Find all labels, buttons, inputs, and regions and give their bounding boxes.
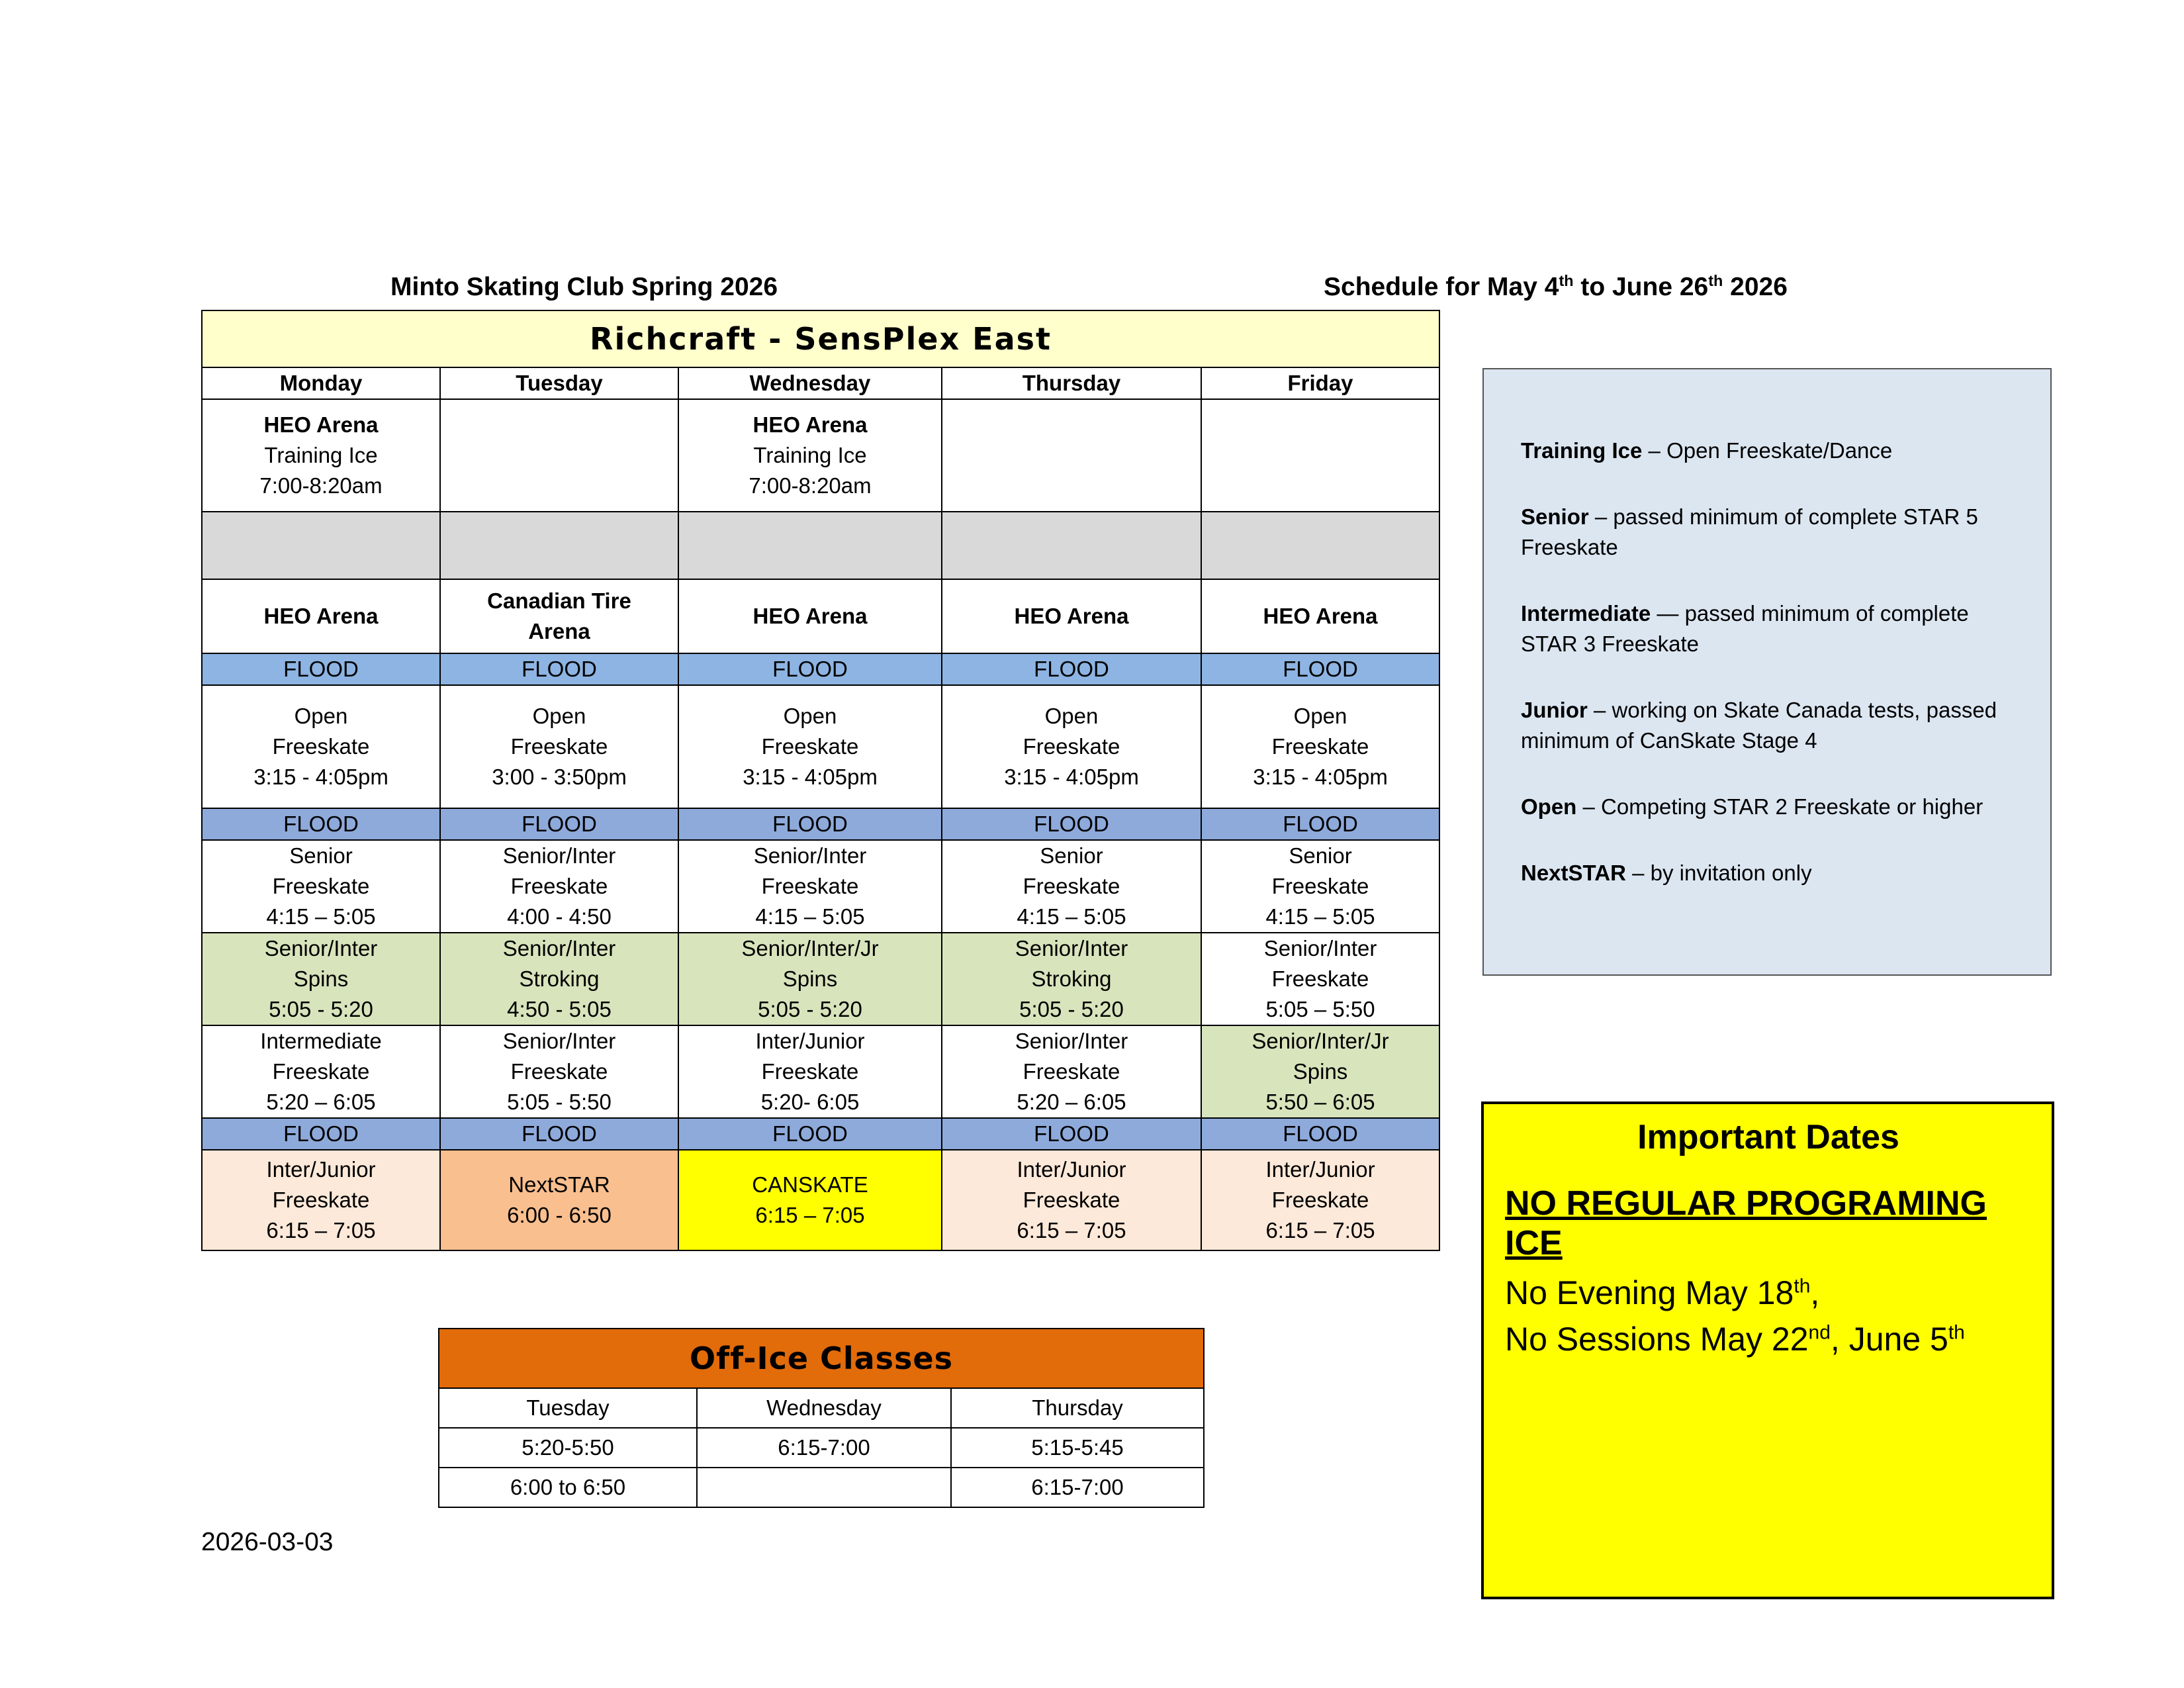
- gap-cell: [1201, 512, 1439, 579]
- open-freeskate-friday: Open Freeskate 3:15 - 4:05pm: [1201, 685, 1439, 808]
- day-header-wednesday: Wednesday: [678, 367, 942, 399]
- spins-session-monday: Senior/Inter Spins 5:05 - 5:20: [202, 933, 440, 1025]
- gap-cell: [678, 512, 942, 579]
- document-date: 2026-03-03: [201, 1528, 334, 1556]
- last-session-friday: Inter/Junior Freeskate 6:15 – 7:05: [1201, 1150, 1439, 1250]
- freeskate-session-friday: Senior/Inter Freeskate 5:05 – 5:50: [1201, 933, 1439, 1025]
- open-freeskate-thursday: Open Freeskate 3:15 - 4:05pm: [942, 685, 1201, 808]
- flood-cell: FLOOD: [202, 653, 440, 685]
- off-ice-time-cell: 6:15-7:00: [697, 1428, 951, 1468]
- gap-cell: [202, 512, 440, 579]
- flood-cell: FLOOD: [678, 1118, 942, 1150]
- senior-session-friday: Senior Freeskate 4:15 – 5:05: [1201, 840, 1439, 933]
- senior-session-tuesday: Senior/Inter Freeskate 4:00 - 4:50: [440, 840, 678, 933]
- stroking-session-tuesday: Senior/Inter Stroking 4:50 - 5:05: [440, 933, 678, 1025]
- important-dates-box: [1481, 1102, 2054, 1599]
- legend-item: Junior – working on Skate Canada tests, passed minimum of CanSkate Stage 4: [1521, 698, 1997, 753]
- level-legend: [1482, 368, 2052, 976]
- day-header-monday: Monday: [202, 367, 440, 399]
- legend-item: Open – Competing STAR 2 Freeskate or higher: [1521, 794, 1983, 819]
- flood-cell: FLOOD: [440, 653, 678, 685]
- off-ice-day-header: Thursday: [951, 1388, 1204, 1428]
- arena-wednesday: HEO Arena: [678, 579, 942, 653]
- inter-session-monday: Intermediate Freeskate 5:20 – 6:05: [202, 1025, 440, 1118]
- flood-cell: FLOOD: [202, 808, 440, 840]
- day-header-tuesday: Tuesday: [440, 367, 678, 399]
- off-ice-time-cell: 6:00 to 6:50: [439, 1468, 697, 1507]
- early-session-friday: [1201, 399, 1439, 512]
- schedule-date-range: Schedule for May 4th to June 26th 2026: [1324, 272, 1788, 301]
- off-ice-title: Off-Ice Classes: [439, 1329, 1204, 1388]
- senior-session-monday: Senior Freeskate 4:15 – 5:05: [202, 840, 440, 933]
- day-header-thursday: Thursday: [942, 367, 1201, 399]
- flood-cell: FLOOD: [1201, 1118, 1439, 1150]
- open-freeskate-wednesday: Open Freeskate 3:15 - 4:05pm: [678, 685, 942, 808]
- important-dates-title: Important Dates: [1637, 1118, 1899, 1156]
- flood-cell: FLOOD: [440, 808, 678, 840]
- arena-monday: HEO Arena: [202, 579, 440, 653]
- flood-cell: FLOOD: [942, 1118, 1201, 1150]
- senior-session-wednesday: Senior/Inter Freeskate 4:15 – 5:05: [678, 840, 942, 933]
- venue-title: Richcraft - SensPlex East: [202, 310, 1439, 367]
- legend-item: Intermediate — passed minimum of complete STAR 3 Freeskate: [1521, 601, 1969, 656]
- off-ice-time-cell: 5:20-5:50: [439, 1428, 697, 1468]
- flood-cell: FLOOD: [678, 653, 942, 685]
- inter-session-wednesday: Inter/Junior Freeskate 5:20- 6:05: [678, 1025, 942, 1118]
- flood-cell: FLOOD: [440, 1118, 678, 1150]
- early-session-tuesday: [440, 399, 678, 512]
- off-ice-day-header: Tuesday: [439, 1388, 697, 1428]
- flood-cell: FLOOD: [942, 808, 1201, 840]
- stroking-session-thursday: Senior/Inter Stroking 5:05 - 5:20: [942, 933, 1201, 1025]
- legend-item: Training Ice – Open Freeskate/Dance: [1521, 438, 1893, 463]
- canskate-session-wednesday: CANSKATE 6:15 – 7:05: [678, 1150, 942, 1250]
- arena-tuesday: Canadian Tire Arena: [440, 579, 678, 653]
- day-header-friday: Friday: [1201, 367, 1439, 399]
- no-sessions-line: No Sessions May 22nd, June 5th: [1505, 1321, 1965, 1358]
- flood-cell: FLOOD: [678, 808, 942, 840]
- inter-session-thursday: Senior/Inter Freeskate 5:20 – 6:05: [942, 1025, 1201, 1118]
- legend-item: Senior – passed minimum of complete STAR 5 Freeskate: [1521, 504, 1978, 559]
- off-ice-classes-table: [438, 1328, 1205, 1508]
- early-session-thursday: [942, 399, 1201, 512]
- main-schedule-table: [201, 310, 1440, 1251]
- no-programming-heading: NO REGULAR PROGRAMING ICE: [1505, 1184, 1987, 1262]
- spins-session-friday: Senior/Inter/Jr Spins 5:50 – 6:05: [1201, 1025, 1439, 1118]
- last-session-thursday: Inter/Junior Freeskate 6:15 – 7:05: [942, 1150, 1201, 1250]
- inter-session-tuesday: Senior/Inter Freeskate 5:05 - 5:50: [440, 1025, 678, 1118]
- flood-cell: FLOOD: [1201, 808, 1439, 840]
- flood-cell: FLOOD: [202, 1118, 440, 1150]
- arena-friday: HEO Arena: [1201, 579, 1439, 653]
- gap-cell: [942, 512, 1201, 579]
- flood-cell: FLOOD: [942, 653, 1201, 685]
- early-session-monday: HEO Arena Training Ice 7:00-8:20am: [202, 399, 440, 512]
- open-freeskate-tuesday: Open Freeskate 3:00 - 3:50pm: [440, 685, 678, 808]
- spins-session-wednesday: Senior/Inter/Jr Spins 5:05 - 5:20: [678, 933, 942, 1025]
- flood-cell: FLOOD: [1201, 653, 1439, 685]
- no-evening-line: No Evening May 18th,: [1505, 1274, 1820, 1311]
- early-session-wednesday: HEO Arena Training Ice 7:00-8:20am: [678, 399, 942, 512]
- nextstar-session-tuesday: NextSTAR 6:00 - 6:50: [440, 1150, 678, 1250]
- arena-thursday: HEO Arena: [942, 579, 1201, 653]
- legend-item: NextSTAR – by invitation only: [1521, 861, 1812, 885]
- off-ice-time-cell: [697, 1468, 951, 1507]
- gap-cell: [440, 512, 678, 579]
- last-session-monday: Inter/Junior Freeskate 6:15 – 7:05: [202, 1150, 440, 1250]
- off-ice-day-header: Wednesday: [697, 1388, 951, 1428]
- off-ice-time-cell: 5:15-5:45: [951, 1428, 1204, 1468]
- off-ice-time-cell: 6:15-7:00: [951, 1468, 1204, 1507]
- club-title: Minto Skating Club Spring 2026: [390, 273, 778, 301]
- open-freeskate-monday: Open Freeskate 3:15 - 4:05pm: [202, 685, 440, 808]
- senior-session-thursday: Senior Freeskate 4:15 – 5:05: [942, 840, 1201, 933]
